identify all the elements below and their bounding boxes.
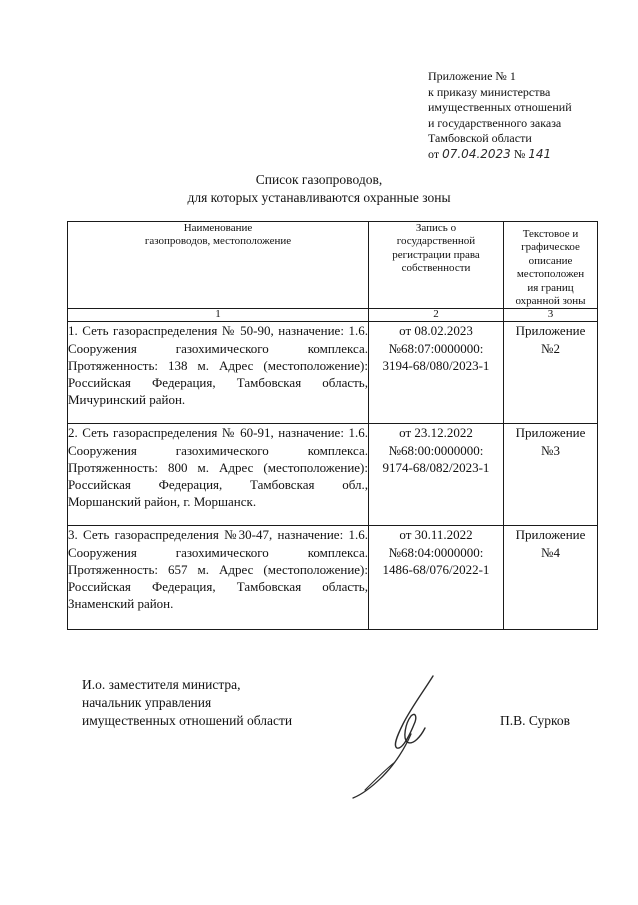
document-subtitle: для которых устанавливаются охранные зоны [187,190,451,205]
column-number: 1 [68,309,369,322]
registration-date: от 23.12.2022 [399,425,473,441]
attachment-reference [504,424,598,526]
number-prefix: № [513,146,526,161]
registration-number: №68:00:0000000: [388,442,484,458]
header-line: охранной зоны [515,295,586,308]
header-boundary-description [504,222,598,309]
registration-number: №68:04:0000000: [388,544,484,560]
header-line: Текстовое и [522,228,579,240]
pipeline-description: 2. Сеть газораспределения № 60-91, назначение: 1.6. Сооружения газохимического комплекса. Протяженность: 800 м. Адрес (местоположение): Российская Федерация, Тамбовская обл., Моршанский район, г. Моршанск. [68,424,369,526]
appendix-reference [428,69,628,163]
header-line: регистрации права [392,248,480,261]
header-line: Наименование [183,222,253,234]
table-row [68,424,598,526]
header-line: государственной [396,235,476,248]
header-line: газопроводов, местоположение [144,235,292,248]
appendix-region-line: Тамбовской области [428,131,532,146]
attachment-number: №4 [541,544,560,560]
header-line: собственности [401,262,471,275]
order-number-handwritten: 141 [528,146,552,161]
attachment-label: Приложение [515,425,586,441]
attachment-reference [504,322,598,424]
header-line: Запись о [415,222,457,234]
table-header-row [68,222,598,309]
table-row [68,322,598,424]
handwritten-signature [345,672,455,802]
column-number-row [68,309,598,322]
header-registration [369,222,504,309]
document-title: Список газопроводов, [255,172,383,187]
registration-number-suffix: 9174-68/082/2023-1 [382,459,490,475]
column-number: 3 [504,309,598,322]
attachment-label: Приложение [515,323,586,339]
registration-record [369,424,504,526]
signatory-title-line: И.о. заместителя министра, [82,677,241,692]
registration-number: №68:07:0000000: [388,340,484,356]
signatory-title-line: имущественных отношений области [82,713,293,728]
pipeline-description: 3. Сеть газораспределения №30-47, назначение: 1.6. Сооружения газохимического комплекса. Протяженность: 657 м. Адрес (местоположение): Российская Федерация, Тамбовская область, Знаменский район. [68,526,369,630]
attachment-number: №2 [541,340,560,356]
attachment-reference [504,526,598,630]
attachment-label: Приложение [515,527,586,543]
header-line: графическое [521,241,580,254]
appendix-ministry-line: имущественных отношений [428,100,572,115]
header-name-location [68,222,369,309]
registration-record [369,526,504,630]
header-line: ия границ [527,281,574,294]
header-line: местоположен [516,268,585,281]
date-prefix: от [428,146,440,161]
registration-number-suffix: 3194-68/080/2023-1 [382,357,490,373]
appendix-date-line [428,147,628,163]
signatory-position [82,676,292,730]
registration-date: от 30.11.2022 [399,527,473,543]
appendix-title: Приложение № 1 [428,69,516,83]
column-number: 2 [369,309,504,322]
signatory-title-line: начальник управления [82,695,212,710]
registration-record [369,322,504,424]
signatory-name: П.В. Сурков [500,713,571,728]
registration-number-suffix: 1486-68/076/2022-1 [382,561,490,577]
pipeline-description: 1. Сеть газораспределения № 50-90, назначение: 1.6. Сооружения газохимического комплекса. Протяженность: 138 м. Адрес (местоположение): Российская Федерация, Тамбовская область, Мичуринский район. [68,322,369,424]
registration-date: от 08.02.2023 [399,323,473,339]
attachment-number: №3 [541,442,560,458]
order-date-handwritten: 07.04.2023 [442,146,511,161]
appendix-ministry-line-2: и государственного заказа [428,115,562,130]
header-line: описание [528,254,573,267]
pipelines-table [67,221,598,630]
table-row [68,526,598,630]
appendix-order-line: к приказу министерства [428,84,551,99]
